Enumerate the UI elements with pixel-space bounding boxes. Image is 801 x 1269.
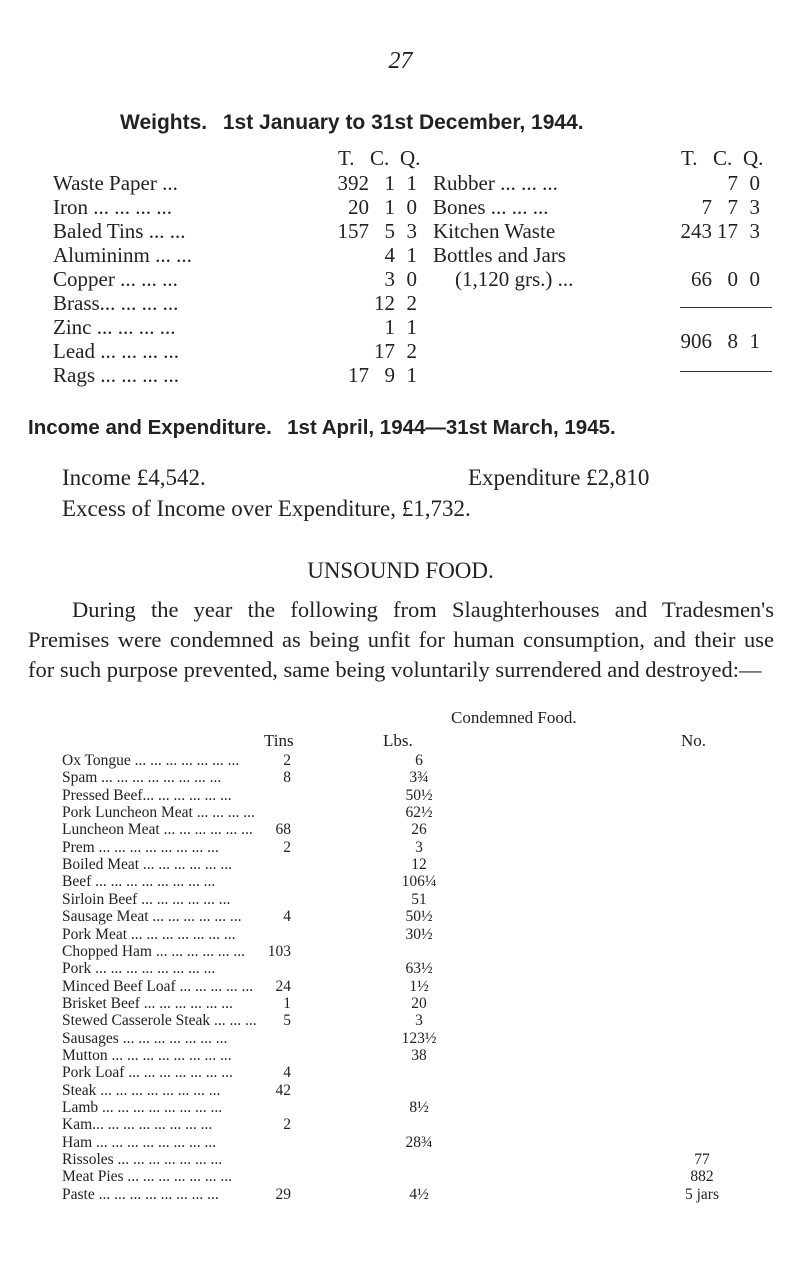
row-label: Bottles and Jars: [433, 243, 566, 267]
food-tins: 4: [283, 908, 291, 926]
page-number: 27: [388, 48, 413, 74]
food-lbs: 3¾: [409, 769, 429, 787]
food-row: [0, 1168, 801, 1185]
income-title: [28, 416, 616, 440]
food-lbs: 20: [411, 994, 427, 1012]
total-rule-bottom: [680, 371, 772, 372]
food-row: [0, 1064, 801, 1081]
total-t: 906: [680, 329, 712, 353]
weights-row: [0, 171, 801, 193]
food-row: [0, 908, 801, 925]
header-q-right: Q.: [743, 146, 764, 170]
food-item: Chopped Ham ... ... ... ... ... ...: [62, 942, 245, 960]
weights-row: [0, 363, 801, 385]
row-label: Iron ... ... ... ...: [53, 195, 172, 219]
weights-row: [0, 267, 801, 289]
weights-title: [120, 110, 584, 135]
food-item: Paste ... ... ... ... ... ... ... ...: [62, 1185, 219, 1203]
food-lbs: 12: [411, 856, 427, 874]
food-lbs: 1½: [409, 977, 429, 995]
food-row: [0, 978, 801, 995]
food-row: [0, 787, 801, 804]
food-tins: 4: [283, 1064, 291, 1082]
food-row: [0, 873, 801, 890]
food-lbs: 51: [411, 890, 427, 908]
food-row: [0, 943, 801, 960]
expenditure-amount: Expenditure £2,810: [468, 465, 650, 490]
food-item: Sausage Meat ... ... ... ... ... ...: [62, 908, 242, 926]
row-q: 3: [749, 219, 760, 243]
food-row: [0, 1099, 801, 1116]
row-label: Baled Tins ... ...: [53, 219, 186, 243]
header-t-right: T.: [681, 146, 698, 170]
row-t: 157: [337, 219, 369, 243]
food-item: Lamb ... ... ... ... ... ... ... ...: [62, 1099, 223, 1116]
row-q: 3: [406, 219, 417, 243]
row-t: 17: [348, 363, 369, 387]
food-item: Pork Loaf ... ... ... ... ... ... ...: [62, 1064, 233, 1082]
weights-row: [0, 243, 801, 265]
income-period: 1st April, 1944—31st March, 1945.: [287, 416, 616, 439]
food-item: Pressed Beef... ... ... ... ... ...: [62, 786, 232, 804]
col-header-lbs: Lbs.: [383, 731, 413, 750]
food-lbs: 30½: [405, 925, 433, 943]
header-c-left: C.: [370, 146, 390, 170]
row-c: 9: [384, 363, 395, 387]
food-row: [0, 856, 801, 873]
income-label: Income and Expenditure.: [28, 416, 272, 439]
food-lbs: 3: [415, 1012, 423, 1030]
food-row: [0, 1116, 801, 1133]
row-q: 0: [406, 195, 417, 219]
food-item: Mutton ... ... ... ... ... ... ... ...: [62, 1046, 232, 1064]
food-tins: 1: [283, 994, 291, 1012]
row-c: 7: [727, 195, 738, 219]
row-t: 20: [348, 195, 369, 219]
row-c: 1: [384, 171, 395, 195]
weights-label: Weights.: [120, 111, 208, 134]
row-q: 2: [406, 291, 417, 315]
row-t: 66: [691, 267, 712, 291]
food-tins: 42: [275, 1081, 291, 1099]
food-no: 5 jars: [684, 1185, 719, 1203]
food-row: [0, 1047, 801, 1064]
food-item: Pork Luncheon Meat ... ... ... ...: [62, 804, 255, 822]
food-item: Stewed Casserole Steak ... ... ...: [62, 1012, 257, 1030]
weights-row: [0, 219, 801, 241]
food-row: [0, 960, 801, 977]
weights-total-row: [0, 329, 801, 351]
row-q: 3: [749, 195, 760, 219]
food-lbs: 28¾: [405, 1133, 433, 1151]
header-c-right: C.: [713, 146, 733, 170]
food-item: Pork ... ... ... ... ... ... ... ...: [62, 960, 216, 978]
food-item: Pork Meat ... ... ... ... ... ... ...: [62, 925, 236, 943]
food-row: [0, 1186, 801, 1203]
food-row: [0, 1151, 801, 1168]
food-lbs: 63½: [405, 960, 433, 978]
food-row: [0, 1030, 801, 1047]
food-lbs: 50½: [405, 786, 433, 804]
food-lbs: 50½: [405, 908, 433, 926]
food-item: Boiled Meat ... ... ... ... ... ...: [62, 856, 233, 874]
row-label: Bones ... ... ...: [433, 195, 549, 219]
row-label: Copper ... ... ...: [53, 267, 178, 291]
food-row: [0, 839, 801, 856]
food-lbs: 8½: [409, 1099, 429, 1116]
food-tins: 2: [283, 752, 291, 769]
row-t: 392: [337, 171, 369, 195]
food-no: 77: [694, 1151, 710, 1169]
income-amount: Income £4,542.: [62, 465, 206, 490]
food-tins: 5: [283, 1012, 291, 1030]
row-c: 17: [717, 219, 738, 243]
food-tins: 103: [267, 942, 291, 960]
food-tins: 8: [283, 769, 291, 787]
col-header-no: No.: [681, 731, 707, 750]
food-lbs: 3: [415, 838, 423, 856]
food-item: Rissoles ... ... ... ... ... ... ...: [62, 1151, 223, 1169]
food-row: [0, 1082, 801, 1099]
food-row: [0, 891, 801, 908]
header-t-left: T.: [338, 146, 355, 170]
food-item: Ham ... ... ... ... ... ... ... ...: [62, 1133, 217, 1151]
unsound-paragraph: During the year the following from Slaughterhouses and Tradesmen's Premises were condemned as being unfit for human consumption, and their use for such purpose prevented, same being voluntarily surrendered and destroyed:—: [28, 597, 774, 682]
food-row: [0, 995, 801, 1012]
col-header-tins: Tins: [264, 731, 294, 750]
food-lbs: 123½: [401, 1029, 437, 1047]
row-label: Alumininm ... ...: [53, 243, 192, 267]
food-tins: 24: [275, 977, 291, 995]
food-row: [0, 752, 801, 769]
row-q: 1: [406, 363, 417, 387]
food-tins: 2: [283, 1116, 291, 1134]
table-caption: Condemned Food.: [451, 708, 577, 727]
row-c: 0: [727, 267, 738, 291]
food-item: Luncheon Meat ... ... ... ... ... ...: [62, 821, 253, 839]
row-q: 1: [406, 171, 417, 195]
row-c: 12: [374, 291, 395, 315]
food-row: [0, 926, 801, 943]
weights-row: [0, 291, 801, 313]
row-c: 1: [384, 195, 395, 219]
row-c: 5: [384, 219, 395, 243]
row-q: 1: [406, 243, 417, 267]
row-q: 0: [749, 171, 760, 195]
row-label: Rags ... ... ... ...: [53, 363, 179, 387]
food-item: Sausages ... ... ... ... ... ... ...: [62, 1029, 228, 1047]
row-c: 1: [384, 315, 395, 339]
row-c: 17: [374, 339, 395, 363]
total-rule-top: [680, 307, 772, 308]
row-q: 2: [406, 339, 417, 363]
food-item: Kam... ... ... ... ... ... ... ...: [62, 1116, 213, 1134]
row-t: 243: [680, 219, 712, 243]
weights-period: 1st January to 31st December, 1944.: [222, 111, 584, 134]
total-c: 8: [727, 329, 738, 353]
food-item: Sirloin Beef ... ... ... ... ... ...: [62, 890, 231, 908]
food-item: Spam ... ... ... ... ... ... ... ...: [62, 769, 222, 787]
food-tins: 29: [275, 1185, 291, 1203]
food-row: [0, 804, 801, 821]
food-item: Meat Pies ... ... ... ... ... ... ...: [62, 1168, 233, 1186]
food-lbs: 106¼: [401, 873, 437, 891]
food-row: [0, 1012, 801, 1029]
row-q: 0: [749, 267, 760, 291]
food-lbs: 38: [411, 1046, 427, 1064]
food-lbs: 4½: [409, 1185, 429, 1203]
food-item: Ox Tongue ... ... ... ... ... ... ...: [62, 752, 240, 769]
food-lbs: 62½: [405, 804, 433, 822]
weights-row: [0, 195, 801, 217]
section-heading: UNSOUND FOOD.: [307, 558, 494, 583]
food-tins: 2: [283, 838, 291, 856]
row-c: 7: [727, 171, 738, 195]
row-label: Brass... ... ... ...: [53, 291, 179, 315]
row-label: Waste Paper ...: [53, 171, 178, 195]
food-item: Steak ... ... ... ... ... ... ... ...: [62, 1081, 221, 1099]
row-label: (1,120 grs.) ...: [455, 267, 574, 291]
row-label: Lead ... ... ... ...: [53, 339, 179, 363]
food-lbs: 26: [411, 821, 427, 839]
food-item: Brisket Beef ... ... ... ... ... ...: [62, 994, 233, 1012]
row-c: 4: [384, 243, 395, 267]
row-c: 3: [384, 267, 395, 291]
row-label: Zinc ... ... ... ...: [53, 315, 176, 339]
food-row: [0, 1134, 801, 1151]
food-item: Minced Beef Loaf ... ... ... ... ...: [62, 977, 254, 995]
row-label: Rubber ... ... ...: [433, 171, 558, 195]
row-q: 1: [406, 315, 417, 339]
food-no: 882: [690, 1168, 714, 1186]
excess-line: Excess of Income over Expenditure, £1,732.: [62, 496, 471, 521]
header-q-left: Q.: [400, 146, 421, 170]
food-item: Prem ... ... ... ... ... ... ... ...: [62, 838, 219, 856]
total-q: 1: [749, 329, 760, 353]
row-q: 0: [406, 267, 417, 291]
food-item: Beef ... ... ... ... ... ... ... ...: [62, 873, 216, 891]
food-row: [0, 769, 801, 786]
row-label: Kitchen Waste: [433, 219, 556, 243]
row-t: 7: [701, 195, 712, 219]
food-tins: 68: [275, 821, 291, 839]
food-row: [0, 821, 801, 838]
food-lbs: 6: [415, 752, 423, 769]
